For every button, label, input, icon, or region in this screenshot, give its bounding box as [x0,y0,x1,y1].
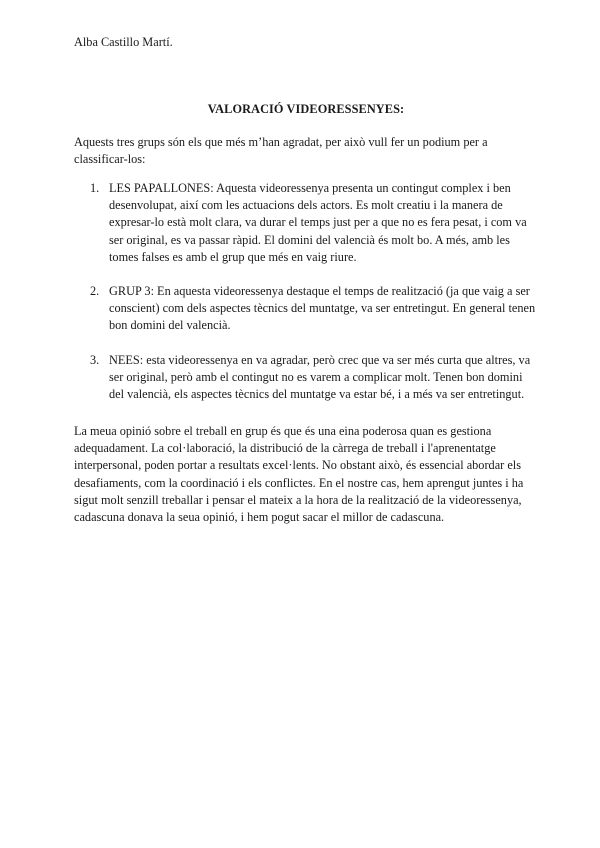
podium-item-2 [74,283,536,335]
author-name: Alba Castillo Martí. [74,35,173,49]
podium-item-text: NEES: esta videoressenya en va agradar, però crec que va ser més curta que altres, va ser original, però amb el contingut no es varem a complicar molt. Tenen bon domini del valencià, els aspectes tècnics del muntatge va estar bé, i a més va ser entretingut. [109,352,531,402]
podium-item-number: 3. [90,352,100,367]
podium-list [74,180,536,420]
document-title: VALORACIÓ VIDEORESSENYES: [207,102,405,116]
podium-item-text: GRUP 3: En aquesta videoressenya destaque el temps de realització (ja que vaig a ser conscient) com dels aspectes tècnics del muntatge, va ser entretingut. En general tenen bon domini del valencià. [109,284,536,333]
podium-item-number: 2. [90,284,100,299]
podium-item-number: 1. [90,181,100,195]
podium-item-text: LES PAPALLONES: Aquesta videoressenya presenta un contingut complex i ben desenvolupat, així com les actuacions dels actors. Es molt creatiu i la manera de expresar-lo està molt clara, va durar el temps just per a que no es fera pesat, i com va ser original, es va passar ràpid. El domini del valencià és molt bo. A més, amb les tomes falses es amb el grup que més en vaig riure. [109,181,527,264]
intro-paragraph: Aquests tres grups són els que més m’han agradat, per això vull fer un podium per a classificar-los: [74,135,488,167]
podium-item-3 [74,352,536,404]
closing-paragraph: La meua opinió sobre el treball en grup és que és una eina poderosa quan es gestiona adequadament. La col·laboració, la distribució de la càrrega de treball i l'aprenentatge interpersonal, poden portar a resultats excel·lents. No obstant això, és essencial abordar els desafiaments, com la coordinació i els conflictes. En el nostre cas, hem aprengut juntes i ha sigut molt senzill treballar i pensar el mateix a la hora de la realització de la videoressenya, cadascuna donava la seua opinió, i hem pogut sacar el millor de cadascuna. [74,424,524,525]
podium-item-1 [74,180,536,266]
